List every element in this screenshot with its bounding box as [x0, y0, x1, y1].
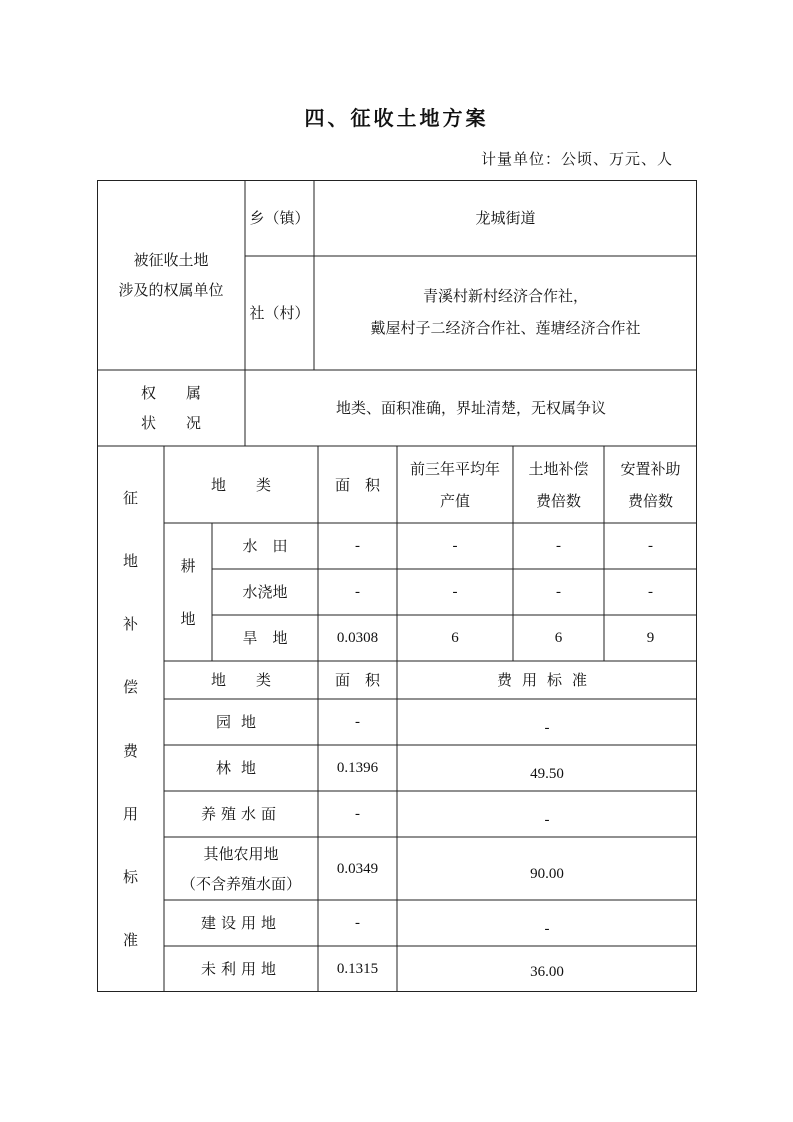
other-type-line2: （不含养殖水面） [180, 874, 301, 893]
cultivated-area: 0.0308 [336, 630, 379, 646]
other-type: 林地 [215, 759, 266, 777]
cultivated-type: 水浇地 [242, 583, 288, 601]
other-standard: - [544, 812, 550, 828]
status-label-line2: 状 况 [140, 414, 201, 432]
other-standard: - [544, 921, 550, 937]
status-label [97, 376, 245, 440]
header1-avg-output-line2: 产值 [439, 491, 470, 510]
ownership-header [97, 240, 245, 310]
header1-resettle-multiple-line1: 安置补助 [620, 459, 681, 478]
cultivated-land-multiple: - [556, 584, 561, 600]
cultivated-resettle-multiple: 9 [646, 630, 655, 646]
other-standard: 90.00 [530, 865, 564, 882]
side-char: 费 [122, 741, 138, 760]
unit-note: 计量单位：公顷、万元、人 [480, 150, 673, 168]
other-type: 未利用地 [200, 960, 281, 978]
page-title: 四、征收土地方案 [304, 106, 489, 130]
cultivated-type: 水 田 [242, 537, 288, 555]
other-area: 0.1396 [336, 760, 379, 776]
other-type: 养殖水面 [200, 805, 281, 823]
township-label: 乡（镇） [249, 209, 310, 227]
other-area: - [355, 915, 360, 931]
header2-area: 面 积 [334, 671, 380, 689]
other-area: 0.1315 [336, 961, 379, 977]
other-type: 园地 [215, 713, 266, 731]
header1-area: 面 积 [334, 475, 380, 494]
header2-land-type: 地 类 [210, 671, 271, 689]
other-standard: - [544, 720, 550, 736]
side-char: 补 [122, 615, 138, 634]
land-acquisition-table [97, 180, 697, 992]
side-char: 准 [122, 931, 138, 950]
village-label: 社（村） [249, 304, 310, 322]
other-type [164, 837, 318, 900]
cultivated-avg-output: 6 [451, 630, 459, 646]
other-area: - [355, 714, 360, 730]
cultivated-type: 旱 地 [242, 629, 288, 647]
side-char: 地 [122, 551, 138, 570]
village-value [314, 272, 697, 352]
cultivated-char: 耕 [180, 556, 196, 575]
township-value: 龙城街道 [475, 209, 536, 227]
side-char: 征 [122, 488, 138, 507]
header1-land-multiple-line2: 费倍数 [535, 491, 581, 510]
cultivated-area: - [355, 584, 360, 600]
header2-standard: 费用标准 [496, 671, 597, 689]
side-char: 偿 [122, 678, 138, 697]
village-value-line1: 青溪村新村经济合作社， [422, 287, 588, 305]
header1-avg-output-line1: 前三年平均年 [409, 459, 500, 478]
other-area: 0.0349 [336, 860, 379, 877]
header1-land-multiple [513, 446, 604, 523]
ownership-header-line2: 涉及的权属单位 [118, 281, 224, 299]
other-area: - [355, 806, 360, 822]
other-standard: 49.50 [530, 766, 564, 782]
cultivated-label [164, 523, 212, 661]
side-char: 用 [122, 804, 138, 823]
other-standard: 36.00 [530, 964, 564, 980]
header1-avg-output [397, 446, 513, 523]
cultivated-avg-output: - [452, 584, 458, 600]
other-type: 建设用地 [200, 914, 281, 932]
cultivated-resettle-multiple: - [648, 538, 653, 554]
ownership-header-line1: 被征收土地 [133, 251, 209, 269]
status-value: 地类、面积准确，界址清楚，无权属争议 [335, 399, 606, 417]
cultivated-resettle-multiple: - [648, 584, 653, 600]
status-label-line1: 权 属 [140, 384, 201, 402]
side-char: 标 [122, 868, 138, 887]
header1-resettle-multiple [604, 446, 697, 523]
cultivated-land-multiple: 6 [554, 630, 563, 646]
cultivated-area: - [355, 538, 360, 554]
village-value-line2: 戴屋村子二经济合作社、莲塘经济合作社 [370, 319, 641, 337]
header1-land-type: 地 类 [210, 475, 271, 494]
cultivated-avg-output: - [452, 538, 458, 554]
header1-resettle-multiple-line2: 费倍数 [627, 491, 673, 510]
compensation-side-label [97, 446, 164, 992]
cultivated-char: 地 [180, 609, 196, 628]
cultivated-land-multiple: - [556, 538, 561, 554]
other-type-line1: 其他农用地 [203, 844, 279, 863]
header1-land-multiple-line1: 土地补偿 [528, 459, 589, 478]
